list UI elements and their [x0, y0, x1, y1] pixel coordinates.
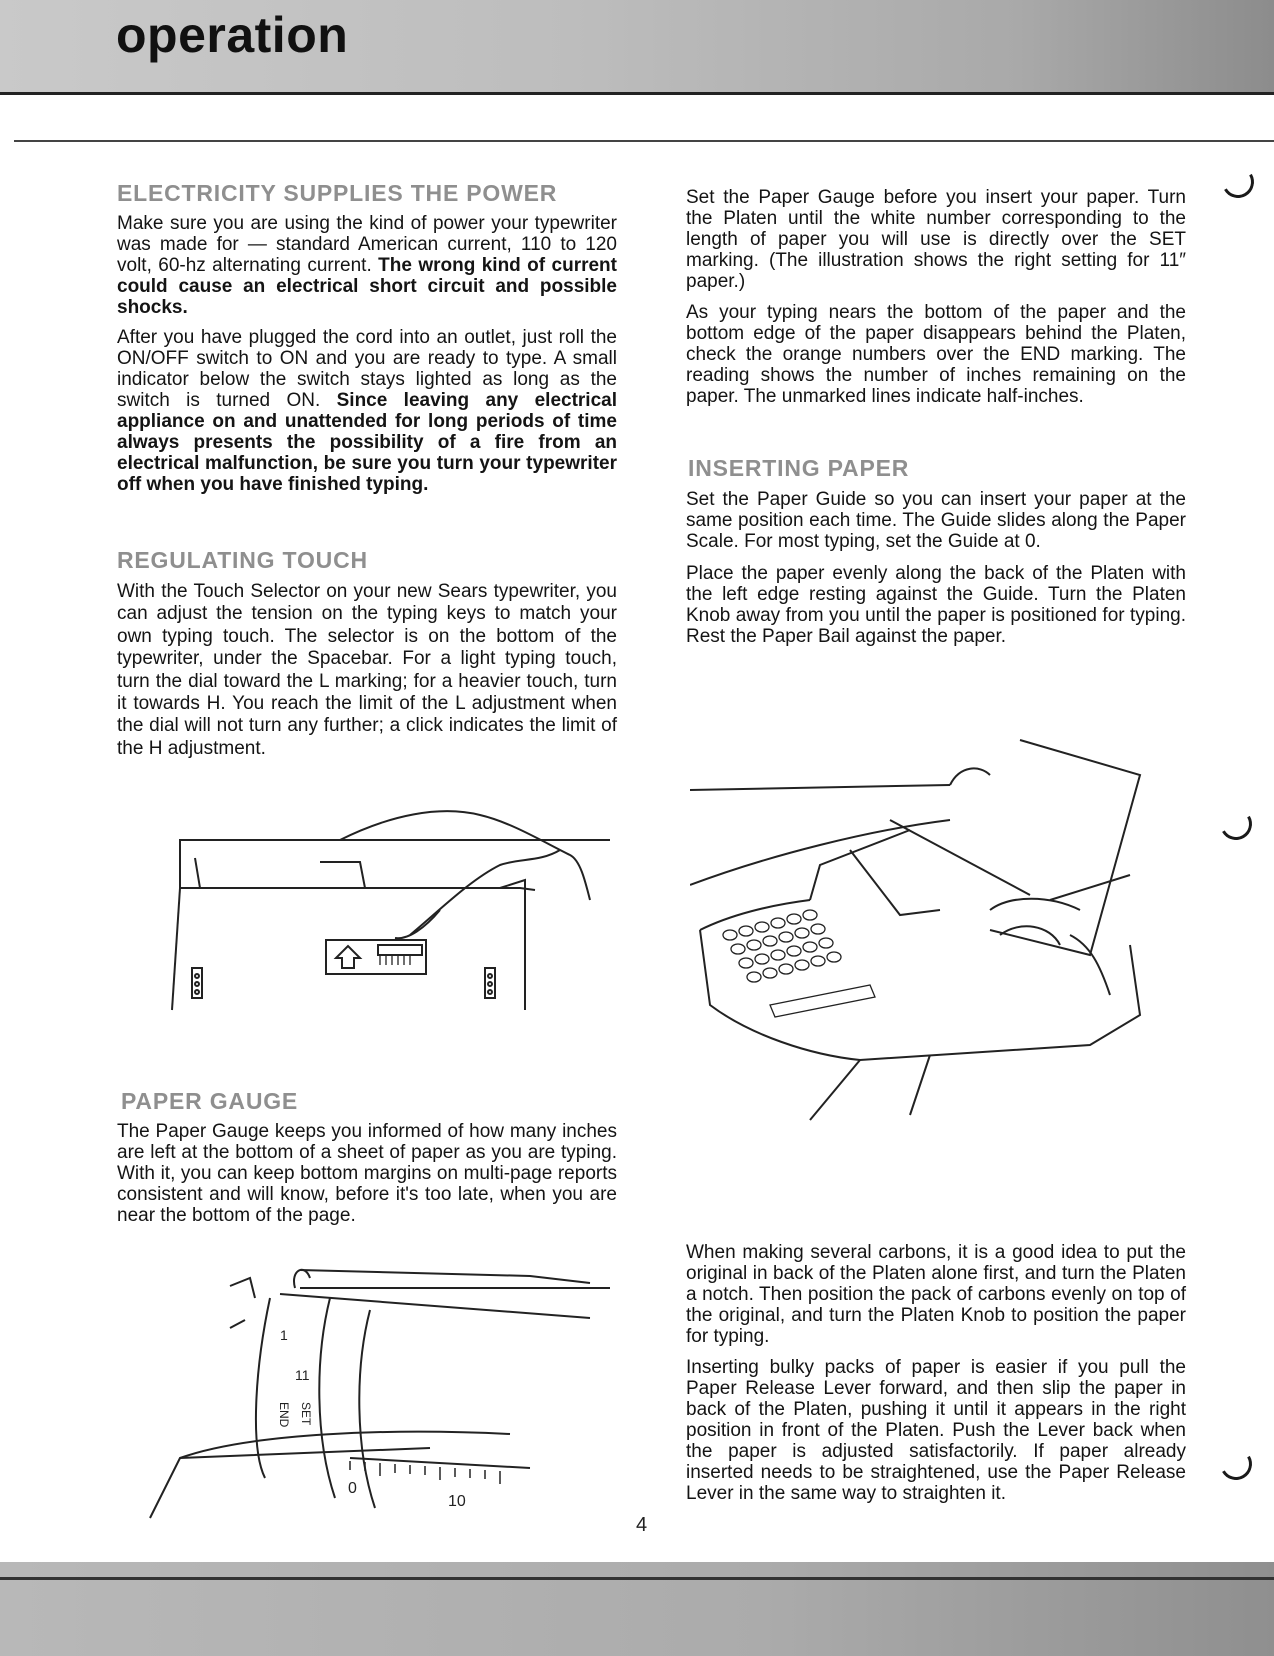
touch-heading: REGULATING TOUCH — [117, 547, 368, 573]
scale-label-0: 0 — [348, 1480, 357, 1497]
electricity-para-1-warning: The wrong kind of current could cause an electrical short circuit and possible shocks. — [117, 255, 617, 318]
touch-selector-illustration — [140, 810, 610, 1040]
inserting-para-2: Place the paper evenly along the back of the Platen with the left edge resting against the Guide. Turn the Platen Knob away from you until the paper is positioned for typing. Rest the Paper Bail against the paper. — [686, 563, 1186, 647]
gauge-para-1: The Paper Gauge keeps you informed of how many inches are left at the bottom of a sheet of paper as you are typing. With it, you can keep bottom margins on multi-page reports consistent and will know, before it's too late, when you are near the bottom of the page. — [117, 1121, 617, 1226]
gauge-right-para-2: As your typing nears the bottom of the paper and the bottom edge of the paper disappears behind the Platen, check the orange numbers over the END marking. The reading shows the number of inches remaining on the paper. The unmarked lines indicate half-inches. — [686, 302, 1186, 407]
binder-hole-middle — [1216, 804, 1255, 843]
electricity-heading: ELECTRICITY SUPPLIES THE POWER — [117, 180, 558, 206]
gauge-heading: PAPER GAUGE — [121, 1088, 299, 1114]
page-number: 4 — [636, 1514, 648, 1536]
gauge-label-1: 1 — [280, 1327, 288, 1343]
inserting-para-4: Inserting bulky packs of paper is easier if you pull the Paper Release Lever forward, and then slip the paper in back of the Platen, pushing it until it appears in the right position in front of the Platen. Push the Lever back when the paper is adjusted satisfactorily. If paper already inserted needs to be straightened, use the Paper Release Lever in the same way to straighten it. — [686, 1357, 1186, 1504]
touch-para-1: With the Touch Selector on your new Sears typewriter, you can adjust the tension on the typing keys to match your own typing touch. The selector is on the bottom of the typewriter, under the Spacebar. For a light typing touch, turn the dial toward the L marking; for a heavier touch, turn it towards H. You reach the limit of the L adjustment when the dial will not turn any further; a click indicates the limit of the H adjustment. — [117, 581, 617, 759]
footer-rule — [0, 1577, 1274, 1580]
header-rule — [0, 92, 1274, 95]
inserting-para-1: Set the Paper Guide so you can insert your paper at the same position each time. The Guide slides along the Paper Scale. For most typing, set the Guide at 0. — [686, 489, 1186, 552]
binder-hole-top — [1218, 162, 1257, 201]
gauge-label-11: 11 — [295, 1367, 310, 1383]
electricity-para-1-text: Make sure you are using the kind of power your typewriter was made for — standard American current, 110 to 120 volt, 60-hz alternating current. — [117, 213, 617, 276]
inserting-para-3: When making several carbons, it is a good idea to put the original in back of the Platen alone first, and turn the Platen a notch. Then position the pack of carbons evenly on top of the original, and turn the Platen Knob to position the paper for typing. — [686, 1242, 1186, 1347]
electricity-para-2-text: After you have plugged the cord into an outlet, just roll the ON/OFF switch to ON and you are ready to type. A small indicator below the switch stays lighted as long as the switch is turned ON. — [117, 327, 617, 411]
typewriter-illustration — [690, 735, 1150, 1125]
page-title: operation — [116, 7, 349, 63]
gauge-label-set: SET — [299, 1402, 313, 1426]
scale-label-10: 10 — [448, 1493, 466, 1510]
electricity-para-2 — [117, 327, 617, 495]
gauge-label-end: END — [277, 1402, 291, 1428]
inserting-heading: INSERTING PAPER — [688, 455, 910, 481]
electricity-para-2-warning: Since leaving any electrical appliance on and unattended for long periods of time always presents the possibility of a fire from an electrical malfunction, be sure you turn your typewriter off when you have finished typing. — [117, 390, 618, 495]
binder-hole-bottom — [1216, 1444, 1255, 1483]
gauge-right-para-1: Set the Paper Gauge before you insert your paper. Turn the Platen until the white number corresponding to the length of paper you will use is directly over the SET marking. (The illustration shows the right setting for 11″ paper.) — [686, 187, 1186, 292]
top-rule — [14, 140, 1274, 142]
paper-gauge-illustration — [130, 1258, 610, 1528]
electricity-para-1 — [117, 213, 617, 318]
